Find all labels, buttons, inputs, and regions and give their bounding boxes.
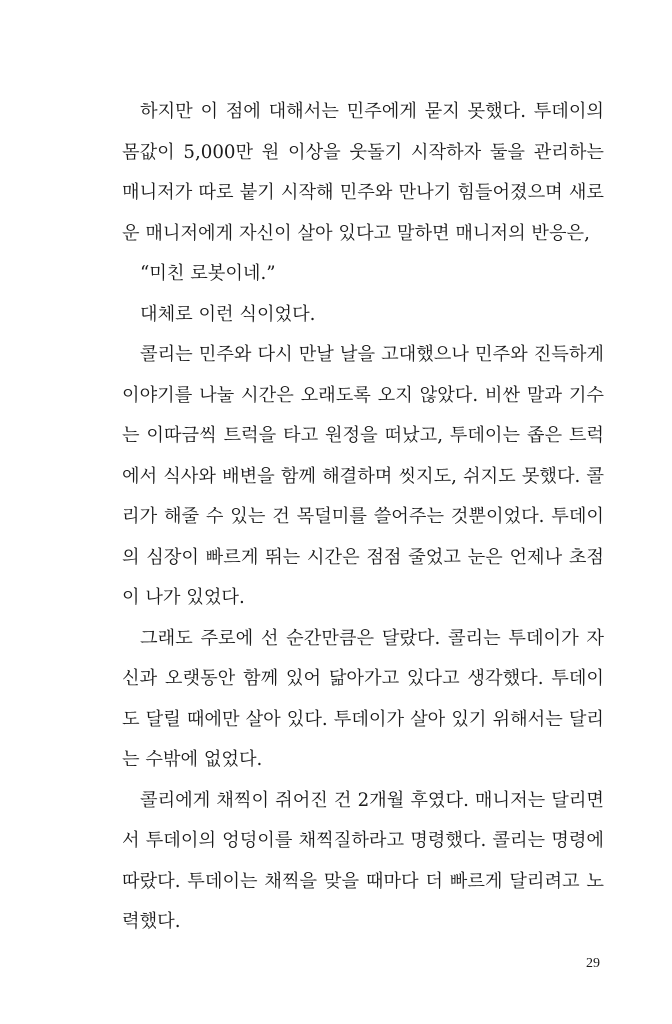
page-number: 29	[586, 956, 600, 971]
paragraph: 콜리에게 채찍이 쥐어진 건 2개월 후였다. 매니저는 달리면서 투데이의 엉덩이를 채찍질하라고 명령했다. 콜리는 명령에 따랐다. 투데이는 채찍을 맞을 때마다 더 빠르게 달리려고 노력했다.	[122, 789, 604, 932]
paragraph: 대체로 이런 식이었다.	[140, 303, 316, 325]
body-text	[122, 92, 604, 943]
paragraph: “미친 로봇이네.”	[140, 263, 276, 284]
paragraph: 콜리는 민주와 다시 만날 날을 고대했으나 민주와 진득하게 이야기를 나눌 시간은 오래도록 오지 않았다. 비싼 말과 기수는 이따금씩 트럭을 타고 원정을 떠났고, 투데이는 좁은 트럭에서 식사와 배변을 함께 해결하며 씻지도, 쉬지도 못했다. 콜리가 해줄 수 있는 건 목덜미를 쓸어주는 것뿐이었다. 투데이의 심장이 빠르게 뛰는 시간은 점점 줄었고 눈은 언제나 초점이 나가 있었다.	[122, 344, 604, 608]
paragraph: 하지만 이 점에 대해서는 민주에게 묻지 못했다. 투데이의 몸값이 5,000만 원 이상을 웃돌기 시작하자 둘을 관리하는 매니저가 따로 붙기 시작해 민주와 만나기 힘들어졌으며 새로운 매니저에게 자신이 살아 있다고 말하면 매니저의 반응은,	[122, 101, 604, 244]
paragraph: 그래도 주로에 선 순간만큼은 달랐다. 콜리는 투데이가 자신과 오랫동안 함께 있어 닮아가고 있다고 생각했다. 투데이도 달릴 때에만 살아 있다. 투데이가 살아 있기 위해서는 달리는 수밖에 없었다.	[122, 627, 604, 770]
